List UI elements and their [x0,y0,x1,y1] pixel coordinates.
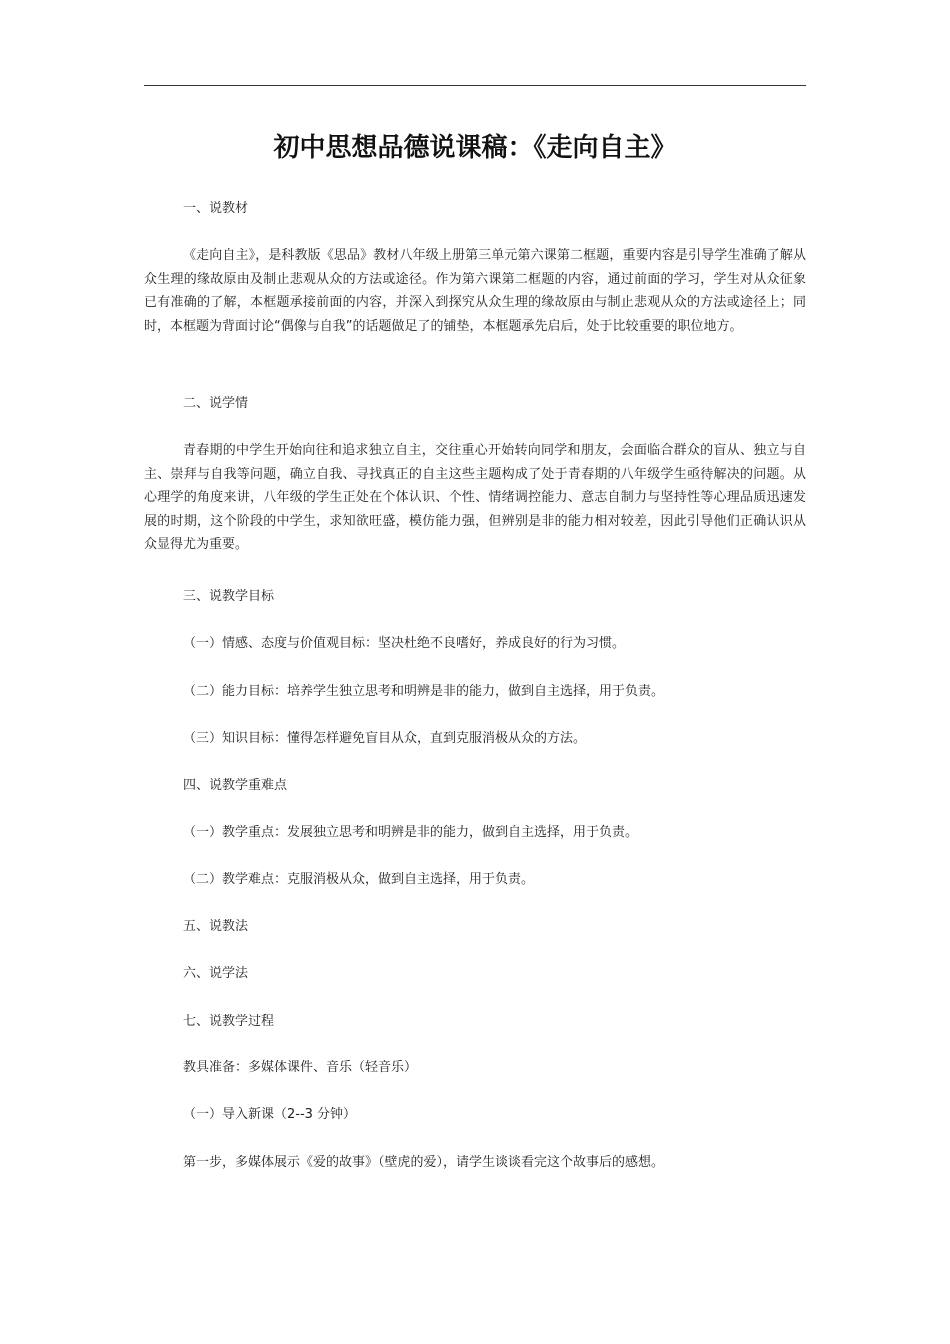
difficult-point: （二）教学难点：克服消极从众，做到自主选择，用于负责。 [183,872,535,887]
section-heading-learner-analysis: 二、说学情 [183,396,249,411]
key-point: （一）教学重点：发展独立思考和明辨是非的能力，做到自主选择，用于负责。 [183,825,639,840]
document-title: 初中思想品德说课稿：《走向自主》 [273,133,677,163]
section-heading-key-points: 四、说教学重难点 [183,778,288,793]
goal-emotion: （一）情感、态度与价值观目标：坚决杜绝不良嗜好，养成良好的行为习惯。 [183,636,626,651]
section-heading-teaching-methods: 五、说教法 [183,919,249,934]
teaching-aids: 教具准备：多媒体课件、音乐（轻音乐） [183,1060,418,1075]
section-heading-teaching-material: 一、说教材 [183,201,249,216]
step-one: 第一步，多媒体展示《爱的故事》（壁虎的爱），请学生谈谈看完这个故事后的感想。 [183,1155,665,1170]
section-heading-teaching-process: 七、说教学过程 [183,1014,275,1029]
paragraph-learner-analysis: 青春期的中学生开始向往和追求独立自主，交往重心开始转向同学和朋友，会面临合群众的盲从、独立与自主、崇拜与自我等问题，确立自我、寻找真正的自主这些主题构成了处于青春期的八年级学生亟待解决的问题。从心理学的角度来讲，八年级的学生正处在个体认识、个性、情绪调控能力、意志自制力与坚持性等心理品质迅速发展的时期，这个阶段的中学生，求知欲旺盛，模仿能力强，但辨别是非的能力相对较差，因此引导他们正确认识从众显得尤为重要。 [144,443,806,553]
step-intro-heading: （一）导入新课（2--3 分钟） [183,1107,357,1122]
section-heading-learning-methods: 六、说学法 [183,966,249,981]
paragraph-teaching-material: 《走向自主》，是科教版《思品》教材八年级上册第三单元第六课第二框题，重要内容是引导学生准确了解从众生理的缘故原由及制止悲观从众的方法或途径。作为第六课第二框题的内容，通过前面的学习，学生对从众征象已有准确的了解，本框题承接前面的内容，并深入到探究从众生理的缘故原由与制止悲观从众的方法或途径上；同时，本框题为背面讨论“偶像与自我”的话题做足了的铺垫，本框题承先启后，处于比较重要的职位地方。 [144,248,806,334]
header-rule [144,85,806,86]
goal-knowledge: （三）知识目标：懂得怎样避免盲目从众，直到克服消极从众的方法。 [183,731,587,746]
section-heading-teaching-goals: 三、说教学目标 [183,589,275,604]
goal-ability: （二）能力目标：培养学生独立思考和明辨是非的能力，做到自主选择，用于负责。 [183,684,665,699]
